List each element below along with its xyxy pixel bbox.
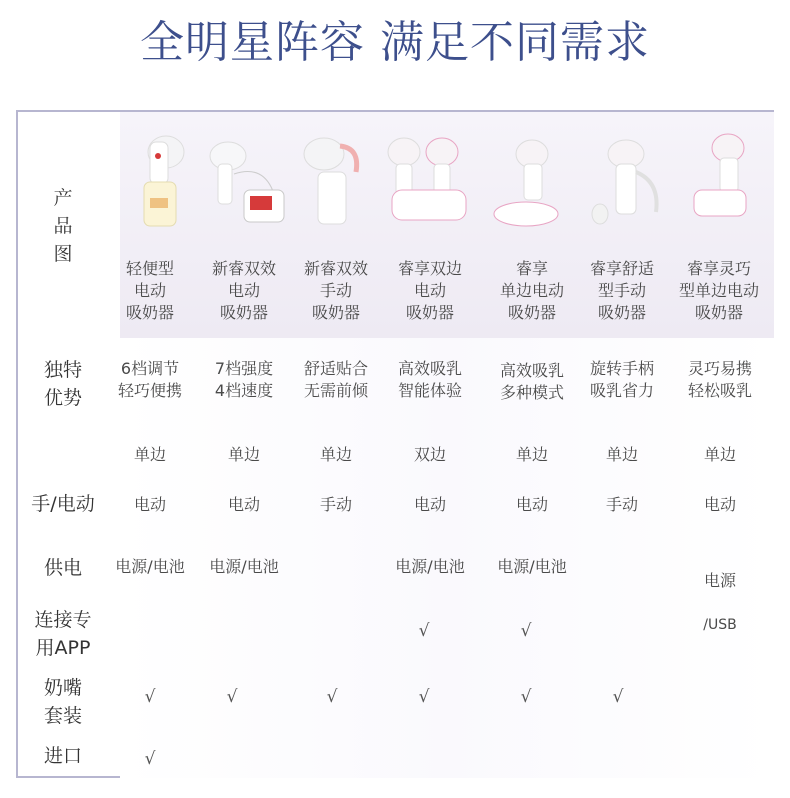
nipple-3: √ [326,687,338,707]
mode-7: 电动 [703,495,736,514]
feature-3: 舒适贴合 无需前倾 [303,359,368,400]
product-name-7: 睿享灵巧 型单边电动 吸奶器 [678,259,759,322]
mode-5: 电动 [515,495,548,514]
product-name-6: 睿享舒适 型手动 吸奶器 [589,259,654,322]
row-label-import: 进口 [43,745,82,767]
product-name-5: 睿享 单边电动 吸奶器 [499,259,564,322]
feature-1: 6档调节 轻巧便携 [117,359,182,400]
nipple-5: √ [520,687,532,707]
page-title: 全明星阵容 满足不同需求 [140,17,650,68]
product-name-2: 新睿双效 电动 吸奶器 [211,259,276,322]
product-image-6 [586,132,672,232]
power-5: 电源/电池 [497,557,567,576]
mode-1: 电动 [133,495,166,514]
nipple-6: √ [612,687,624,707]
app-4: √ [418,621,430,641]
nipple-4: √ [418,687,430,707]
feature-7: 灵巧易携 轻松吸乳 [687,359,752,400]
side-7: 单边 [703,445,736,464]
side-6: 单边 [605,445,638,464]
power-7 [670,548,770,658]
side-1: 单边 [133,445,166,464]
import-1: √ [144,749,156,769]
product-name-4: 睿享双边 电动 吸奶器 [397,259,462,322]
power-7-sub: /USB [703,617,737,633]
feature-6: 旋转手柄 吸乳省力 [589,359,654,400]
power-4: 电源/电池 [395,557,465,576]
row-label-nipple: 奶嘴 套装 [43,677,82,727]
row-label-mode: 手/电动 [31,493,95,515]
nipple-2: √ [226,687,238,707]
mode-6: 手动 [605,495,638,514]
row-label-features: 独特 优势 [43,359,82,409]
mode-3: 手动 [319,495,352,514]
nipple-1: √ [144,687,156,707]
power-7-main: 电源 [703,571,736,590]
product-image-7 [682,126,766,230]
product-name-1: 轻便型 电动 吸奶器 [125,259,174,322]
feature-2: 7档强度 4档速度 [214,359,274,400]
product-name-3: 新睿双效 手动 吸奶器 [303,259,368,322]
mode-2: 电动 [227,495,260,514]
side-3: 单边 [319,445,352,464]
feature-5: 高效吸乳 多种模式 [499,361,564,402]
product-image-4 [382,130,478,232]
product-image-2 [204,134,290,230]
comparison-table [16,110,774,778]
side-2: 单边 [227,445,260,464]
product-image-5 [486,132,578,232]
row-label-app: 连接专 用APP [34,609,92,659]
feature-4: 高效吸乳 智能体验 [397,359,462,400]
row-label-product-image: 产 品 图 [53,187,73,265]
power-2: 电源/电池 [209,557,279,576]
power-1: 电源/电池 [115,557,185,576]
product-image-1 [130,132,194,232]
mode-4: 电动 [413,495,446,514]
side-5: 单边 [515,445,548,464]
app-5: √ [520,621,532,641]
row-label-power: 供电 [43,557,82,579]
product-image-3 [300,132,370,232]
side-4: 双边 [413,445,446,464]
